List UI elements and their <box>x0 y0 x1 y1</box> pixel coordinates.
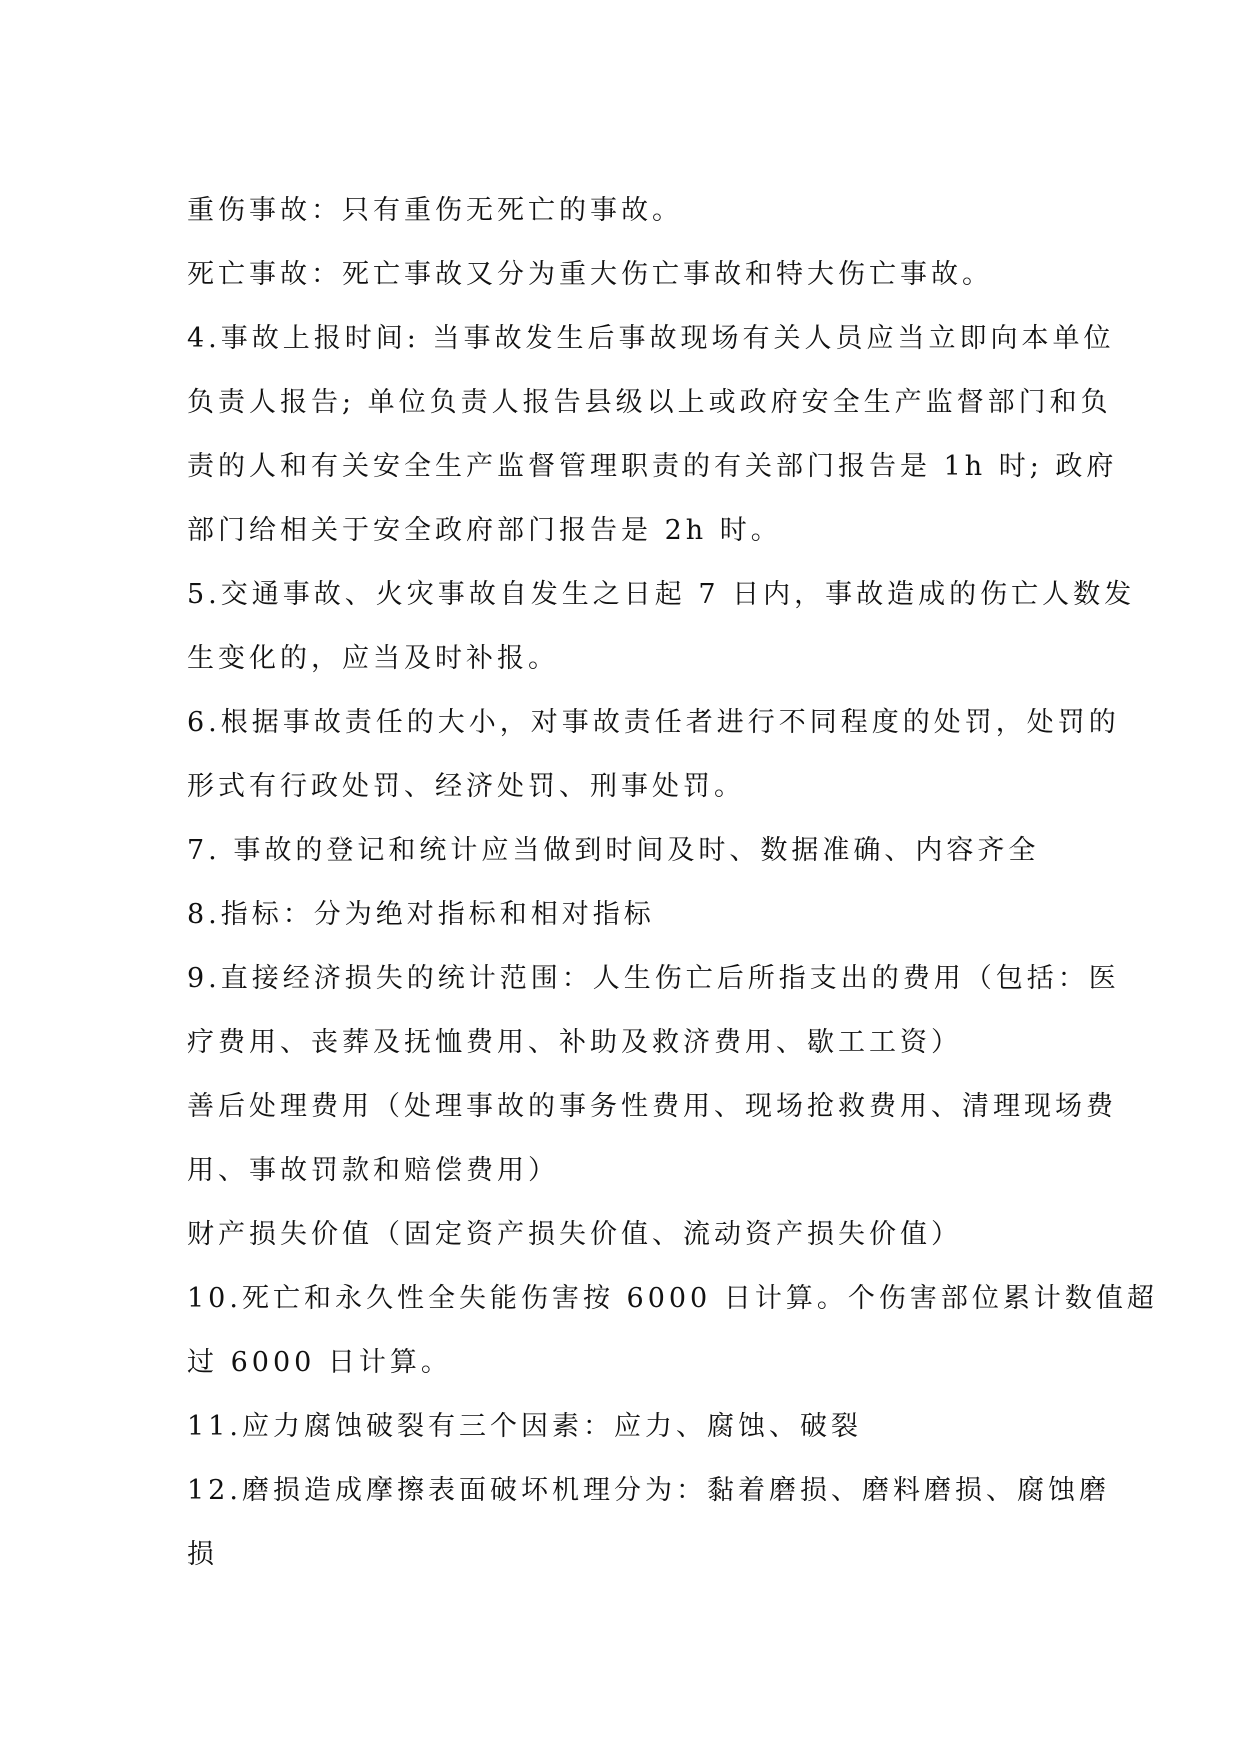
text-line: 5.交通事故、火灾事故自发生之日起 7 日内，事故造成的伤亡人数发 <box>187 579 1136 610</box>
text-line: 7. 事故的登记和统计应当做到时间及时、数据准确、内容齐全 <box>187 835 1040 866</box>
text-line: 过 6000 日计算。 <box>187 1347 452 1378</box>
text-line: 重伤事故：只有重伤无死亡的事故。 <box>187 195 683 226</box>
text-line: 形式有行政处罚、经济处罚、刑事处罚。 <box>187 771 745 802</box>
text-line: 部门给相关于安全政府部门报告是 2h 时。 <box>187 515 782 546</box>
text-line: 11.应力腐蚀破裂有三个因素：应力、腐蚀、破裂 <box>187 1411 862 1442</box>
text-line: 善后处理费用（处理事故的事务性费用、现场抢救费用、清理现场费 <box>187 1091 1117 1122</box>
text-line: 疗费用、丧葬及抚恤费用、补助及救济费用、歇工工资） <box>187 1027 962 1058</box>
text-line: 生变化的，应当及时补报。 <box>187 643 559 674</box>
text-line: 财产损失价值（固定资产损失价值、流动资产损失价值） <box>187 1219 962 1250</box>
text-line: 用、事故罚款和赔偿费用） <box>187 1155 559 1186</box>
text-line: 12.磨损造成摩擦表面破坏机理分为：黏着磨损、磨料磨损、腐蚀磨 <box>187 1475 1110 1506</box>
text-line: 死亡事故：死亡事故又分为重大伤亡事故和特大伤亡事故。 <box>187 259 993 290</box>
text-line: 10.死亡和永久性全失能伤害按 6000 日计算。个伤害部位累计数值超 <box>187 1283 1158 1314</box>
text-line: 8.指标：分为绝对指标和相对指标 <box>187 899 655 930</box>
text-line: 损 <box>187 1539 218 1570</box>
text-line: 4.事故上报时间: 当事故发生后事故现场有关人员应当立即向本单位 <box>187 323 1115 354</box>
text-line: 责的人和有关安全生产监督管理职责的有关部门报告是 1h 时; 政府 <box>187 451 1118 482</box>
text-line: 负责人报告; 单位负责人报告县级以上或政府安全生产监督部门和负 <box>187 387 1112 418</box>
text-line: 9.直接经济损失的统计范围：人生伤亡后所指支出的费用（包括：医 <box>187 963 1120 994</box>
text-line: 6.根据事故责任的大小，对事故责任者进行不同程度的处罚，处罚的 <box>187 707 1120 738</box>
